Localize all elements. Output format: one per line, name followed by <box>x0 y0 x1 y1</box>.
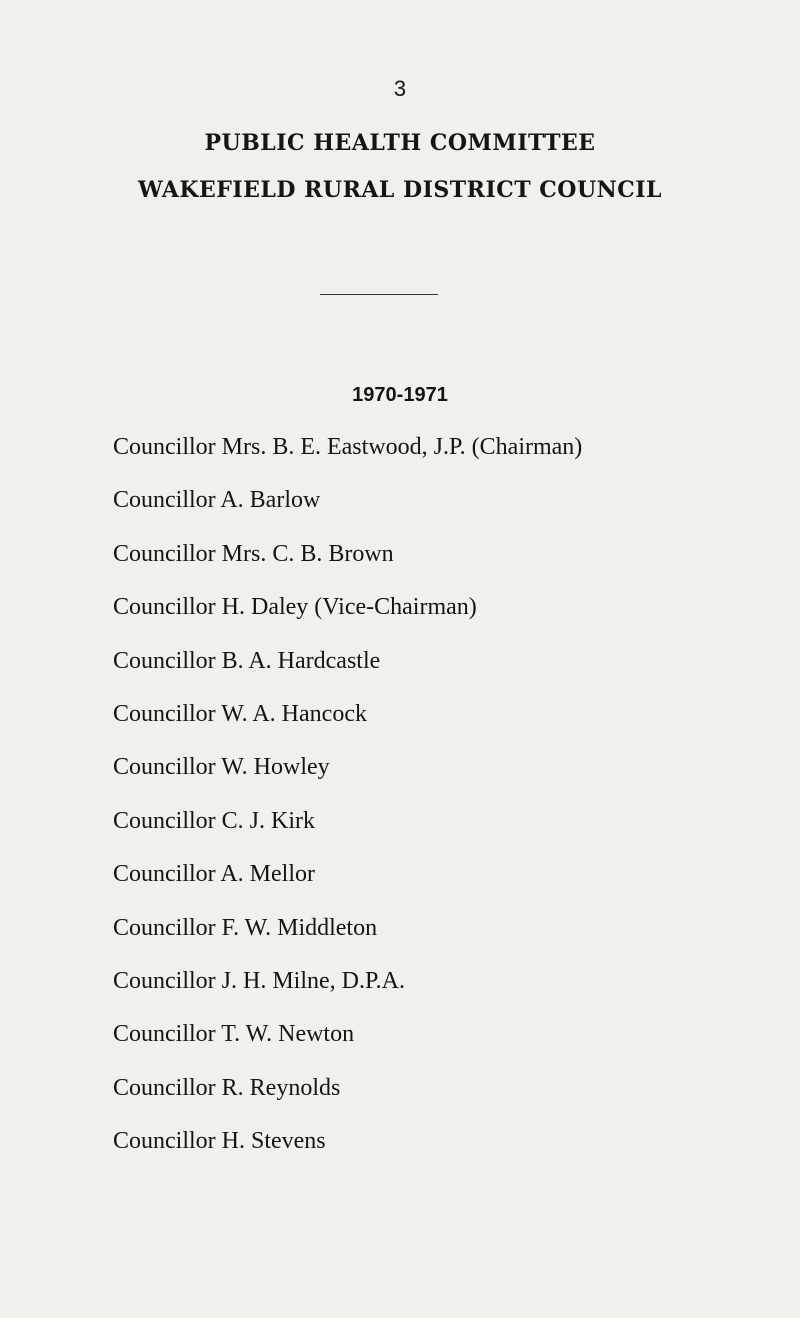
member-name: Councillor A. Mellor <box>113 861 315 888</box>
member-item <box>113 857 582 910</box>
member-name: Councillor W. Howley <box>113 754 330 781</box>
member-item <box>113 1071 582 1124</box>
member-list <box>113 430 582 1177</box>
member-item <box>113 644 582 697</box>
member-name: Councillor J. H. Milne, D.P.A. <box>113 967 406 994</box>
member-name: Councillor A. Barlow <box>113 487 321 514</box>
member-name: Councillor Mrs. B. E. Eastwood, J.P. (Chairman) <box>113 434 583 460</box>
committee-title: PUBLIC HEALTH COMMITTEE <box>204 130 596 156</box>
member-name: Councillor F. W. Middleton <box>113 914 378 941</box>
page-number: 3 <box>393 76 407 101</box>
council-title: WAKEFIELD RURAL DISTRICT COUNCIL <box>137 177 663 203</box>
divider-line <box>320 294 438 295</box>
member-item <box>113 1124 582 1177</box>
member-item <box>113 804 582 857</box>
member-name: Councillor Mrs. C. B. Brown <box>113 540 394 567</box>
member-name: Councillor T. W. Newton <box>113 1021 355 1048</box>
member-item <box>113 430 582 483</box>
member-name: Councillor W. A. Hancock <box>113 700 367 727</box>
member-name: Councillor C. J. Kirk <box>113 807 315 834</box>
member-item <box>113 537 582 590</box>
member-name: Councillor H. Stevens <box>113 1128 326 1155</box>
member-name: Councillor H. Daley (Vice-Chairman) <box>113 594 477 621</box>
member-item <box>113 750 582 803</box>
member-item <box>113 483 582 536</box>
member-name: Councillor B. A. Hardcastle <box>113 647 381 674</box>
member-item <box>113 964 582 1017</box>
member-item <box>113 1017 582 1070</box>
member-item <box>113 590 582 643</box>
member-item <box>113 697 582 750</box>
member-item <box>113 911 582 964</box>
member-name: Councillor R. Reynolds <box>113 1074 341 1101</box>
term-years: 1970-1971 <box>352 384 448 406</box>
